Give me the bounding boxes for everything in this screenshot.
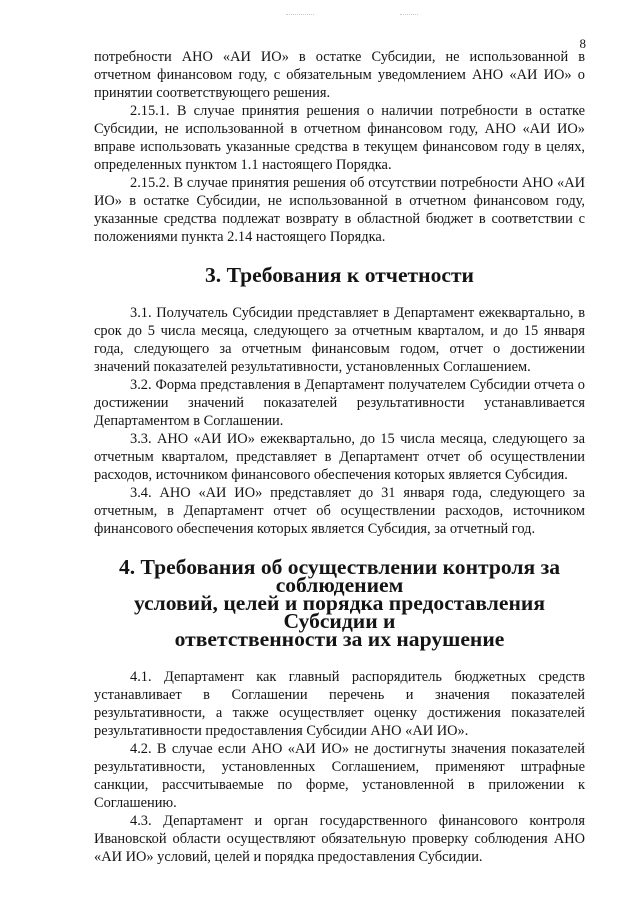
section-3-title: 3. Требования к отчетности	[205, 263, 474, 287]
scan-artifact-mark	[286, 14, 314, 18]
paragraph-4-2: 4.2. В случае если АНО «АИ ИО» не достигнуты значения показателей результативности, установленных Соглашением, применяют штрафные санкции, рассчитываемые по форме, установленной в приложении к Соглашению.	[94, 741, 585, 811]
document-body	[94, 48, 585, 866]
paragraph-2-15-1: 2.15.1. В случае принятия решения о наличии потребности в остатке Субсидии, не использованной в отчетном финансовом году, АНО «АИ ИО» вправе использовать указанные средства в текущем финансовом году в целях, определенных пунктом 1.1 настоящего Порядка.	[94, 103, 585, 173]
paragraph-3-1: 3.1. Получатель Субсидии представляет в Департамент ежеквартально, в срок до 5 числа месяца, следующего за отчетным кварталом, и до 15 января года, следующего за отчетным финансовым годом, отчет о достижении значений показателей результативности, установленных Соглашением.	[94, 305, 585, 375]
paragraph-3-2: 3.2. Форма представления в Департамент получателем Субсидии отчета о достижении значений показателей результативности устанавливается Департаментом в Соглашении.	[94, 377, 585, 429]
paragraph-3-3: 3.3. АНО «АИ ИО» ежеквартально, до 15 числа месяца, следующего за отчетным кварталом, представляет в Департамент отчет об осуществлении расходов, источником финансового обеспечения которых является Субсидия.	[94, 431, 585, 483]
paragraph-2-15-2: 2.15.2. В случае принятия решения об отсутствии потребности АНО «АИ ИО» в остатке Субсидии, не использованной в отчетном финансовом году, указанные средства подлежат возврату в областной бюджет в соответствии с положениями пункта 2.14 настоящего Порядка.	[94, 175, 585, 245]
section-4-title-line: 4. Требования об осуществлении контроля за соблюдением	[118, 555, 561, 597]
section-3-heading	[94, 263, 585, 287]
section-4-title-line: условий, целей и порядка предоставления Субсидии и	[133, 591, 546, 633]
section-4-title-line: ответственности за их нарушение	[174, 627, 505, 651]
paragraph-3-4: 3.4. АНО «АИ ИО» представляет до 31 января года, следующего за отчетным, в Департамент отчет об осуществлении расходов, источником финансового обеспечения которых является Субсидия, за отчетный год.	[94, 485, 585, 537]
paragraph-4-1: 4.1. Департамент как главный распорядитель бюджетных средств устанавливает в Соглашении перечень и значения показателей результативности, а также осуществляет оценку достижения показателей результативности предоставления Субсидии АНО «АИ ИО».	[94, 669, 585, 739]
paragraph-continuation: потребности АНО «АИ ИО» в остатке Субсидии, не использованной в отчетном финансовом году, с обязательным уведомлением АНО «АИ ИО» о принятии соответствующего решения.	[94, 49, 585, 101]
section-4-heading	[94, 555, 585, 651]
paragraph-4-3: 4.3. Департамент и орган государственного финансового контроля Ивановской области осуществляют обязательную проверку соблюдения АНО «АИ ИО» условий, целей и порядка предоставления Субсидии.	[94, 813, 585, 865]
page-number: 8	[579, 36, 586, 51]
scan-artifact-mark	[400, 14, 418, 18]
